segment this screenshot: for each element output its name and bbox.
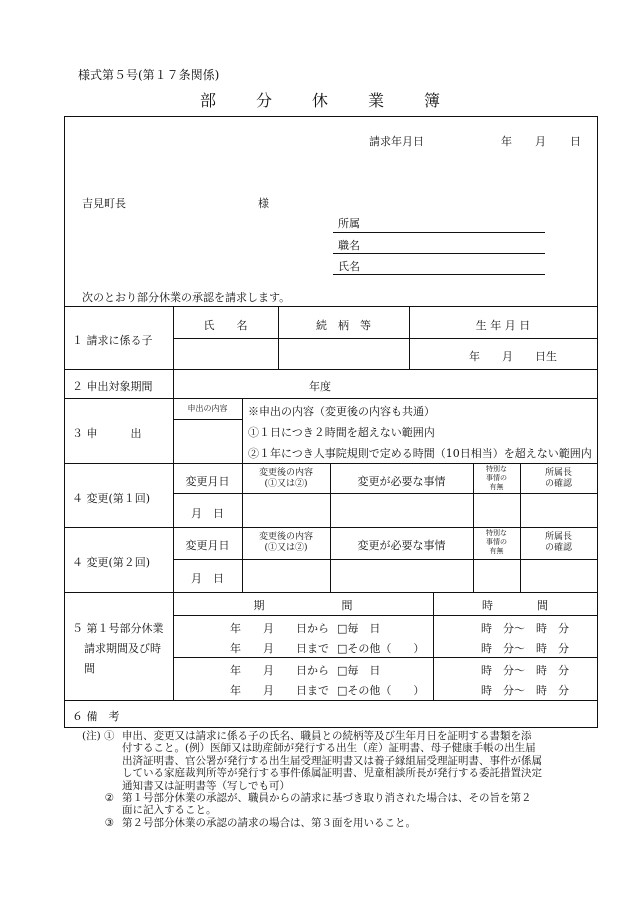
note-1 bbox=[82, 730, 602, 792]
change-content-head-line: 変更後の内容 bbox=[258, 468, 313, 478]
title-char: 分 bbox=[255, 91, 272, 110]
content-option-2: ②１年につき人事院規則で定める時間（10日相当）を超えない範囲内 bbox=[248, 447, 592, 460]
request-year[interactable]: 年 bbox=[501, 135, 512, 148]
form-frame bbox=[64, 116, 598, 728]
content-field[interactable] bbox=[173, 420, 242, 463]
remarks-field[interactable] bbox=[173, 701, 597, 727]
change-reason-head: 変更が必要な事情 bbox=[357, 539, 446, 552]
title-char: 休 bbox=[311, 91, 328, 110]
content-option-1: ①１日につき２時間を超えない範囲内 bbox=[248, 426, 435, 439]
title-char: 部 bbox=[200, 91, 217, 110]
content-note-header: ※申出の内容（変更後の内容も共通） bbox=[248, 405, 435, 418]
divider bbox=[242, 398, 243, 463]
section5-label bbox=[72, 619, 164, 679]
section6-label: ６ 備 考 bbox=[72, 710, 120, 723]
note-2 bbox=[82, 792, 602, 817]
chief-head-line: の確認 bbox=[544, 543, 572, 553]
content-head: 申出の内容 bbox=[187, 404, 228, 413]
note-3-text bbox=[122, 817, 416, 829]
note-line: している家庭裁判所等が発行する事件係属証明書、児童相談所長が発行する委託措置決定 bbox=[122, 767, 542, 780]
note-number: ③ bbox=[104, 816, 114, 829]
change-date-head: 変更月日 bbox=[185, 539, 230, 552]
note-1-text bbox=[122, 730, 542, 792]
title-char: 簿 bbox=[423, 91, 440, 110]
section2-label: ２ 申出対象期間 bbox=[72, 380, 153, 393]
special-head-line: 特別な bbox=[486, 465, 507, 473]
target-period-field[interactable]: 年度 bbox=[309, 380, 331, 393]
name-field[interactable] bbox=[333, 274, 545, 275]
addressee: 吉見町長 bbox=[82, 197, 126, 210]
affiliation-label: 所属 bbox=[338, 217, 360, 230]
period-date-field[interactable]: 年 月 日から bbox=[230, 664, 329, 677]
section3-label: ３ 申 出 bbox=[72, 427, 142, 440]
time-range-field[interactable]: 時 分～ 時 分 bbox=[481, 664, 569, 677]
child-name-field[interactable] bbox=[173, 339, 278, 369]
change-content-head bbox=[242, 532, 330, 554]
period-date-field[interactable]: 年 月 日まで bbox=[230, 642, 329, 655]
divider bbox=[65, 527, 597, 528]
change-content-head-line: (①又は②) bbox=[264, 543, 308, 553]
note-2-text bbox=[122, 792, 532, 817]
change-content-head bbox=[242, 468, 330, 490]
addressee-honorific: 様 bbox=[258, 197, 269, 210]
other-checkbox[interactable]: □その他（ ） bbox=[337, 684, 425, 697]
special-head-line: 事情の bbox=[486, 538, 507, 546]
section4-first-label: ４ 変更(第１回) bbox=[72, 492, 151, 505]
special-head-line: 有無 bbox=[489, 483, 504, 491]
name-label: 氏名 bbox=[338, 260, 360, 273]
request-date-label: 請求年月日 bbox=[369, 135, 424, 148]
request-day[interactable]: 日 bbox=[570, 135, 581, 148]
section5-label-line: 間 bbox=[84, 662, 95, 675]
position-field[interactable] bbox=[333, 253, 545, 254]
divider bbox=[173, 369, 174, 398]
note-line: 第１号部分休業の承認が、職員からの請求に基づき取り消された場合は、その旨を第２ bbox=[122, 792, 532, 805]
period-date-field[interactable]: 年 月 日から bbox=[230, 622, 329, 635]
period-date-field[interactable]: 年 月 日まで bbox=[230, 684, 329, 697]
section1-label: １ 請求に係る子 bbox=[72, 334, 153, 347]
special-head-line: 事情の bbox=[486, 474, 507, 482]
section4-second-label: ４ 変更(第２回) bbox=[72, 556, 151, 569]
change-content-head-line: (①又は②) bbox=[264, 479, 308, 489]
other-checkbox[interactable]: □その他（ ） bbox=[337, 642, 425, 655]
chief-confirm-head bbox=[520, 532, 597, 554]
time-head: 時 間 bbox=[482, 599, 548, 612]
divider bbox=[65, 369, 597, 370]
divider bbox=[65, 592, 597, 593]
request-month[interactable]: 月 bbox=[535, 135, 546, 148]
divider bbox=[409, 306, 410, 369]
note-line: 申出、変更又は請求に係る子の氏名、職員との続柄等及び生年月日を証明する書類を添 bbox=[122, 730, 532, 742]
period-head: 期 間 bbox=[253, 599, 353, 612]
time-range-field[interactable]: 時 分～ 時 分 bbox=[481, 684, 569, 697]
affiliation-field[interactable] bbox=[333, 232, 545, 233]
special-head-line: 有無 bbox=[489, 547, 504, 555]
note-label: (注) ① bbox=[82, 730, 115, 742]
divider bbox=[173, 559, 597, 560]
time-range-field[interactable]: 時 分～ 時 分 bbox=[481, 622, 569, 635]
note-line: 付すること。(例）医師又は助産師が発行する出生（産）証明書、母子健康手帳の出生届 bbox=[122, 742, 536, 755]
title-char: 業 bbox=[367, 91, 384, 110]
divider bbox=[65, 463, 597, 464]
change-content-head-line: 変更後の内容 bbox=[258, 532, 313, 542]
page-title bbox=[200, 88, 440, 111]
special-circumstance-head bbox=[473, 529, 520, 556]
everyday-checkbox[interactable]: □毎 日 bbox=[337, 664, 381, 677]
chief-head-line: 所属長 bbox=[544, 468, 572, 478]
child-birth-head: 生 年 月 日 bbox=[475, 319, 531, 332]
child-birth-field[interactable]: 年 月 日生 bbox=[469, 350, 557, 363]
change-date-field[interactable]: 月 日 bbox=[191, 507, 224, 520]
change-date-field[interactable]: 月 日 bbox=[191, 572, 224, 585]
section5-label-line: ５ 第１号部分休業 bbox=[72, 622, 164, 635]
divider bbox=[173, 493, 597, 494]
chief-head-line: の確認 bbox=[544, 479, 572, 489]
special-head-line: 特別な bbox=[486, 529, 507, 537]
special-circumstance-head bbox=[473, 465, 520, 492]
divider bbox=[65, 398, 597, 399]
child-relation-field[interactable] bbox=[278, 339, 409, 369]
time-range-field[interactable]: 時 分～ 時 分 bbox=[481, 642, 569, 655]
change-reason-head: 変更が必要な事情 bbox=[357, 475, 446, 488]
note-line: 面に記入すること。 bbox=[122, 804, 217, 817]
note-line: 出済証明書、官公署が発行する出生届受理証明書又は養子縁組届受理証明書、事件が係属 bbox=[122, 754, 542, 767]
position-label: 職名 bbox=[338, 239, 360, 252]
note-number: ② bbox=[104, 792, 114, 805]
chief-confirm-head bbox=[520, 468, 597, 490]
chief-head-line: 所属長 bbox=[544, 532, 572, 542]
divider bbox=[173, 657, 597, 658]
note-line: 通知書又は証明書等（写しでも可） bbox=[122, 779, 290, 792]
note-3 bbox=[82, 817, 602, 829]
form-number: 様式第５号(第１７条関係) bbox=[78, 68, 220, 82]
child-name-head: 氏 名 bbox=[203, 319, 248, 332]
notes-section bbox=[82, 730, 602, 829]
change-date-head: 変更月日 bbox=[185, 475, 230, 488]
section5-label-line: 請求期間及び時 bbox=[84, 642, 161, 655]
everyday-checkbox[interactable]: □毎 日 bbox=[337, 622, 381, 635]
divider bbox=[65, 306, 597, 307]
note-line: 第２号部分休業の承認の請求の場合は、第３面を用いること。 bbox=[122, 816, 416, 829]
request-statement: 次のとおり部分休業の承認を請求します。 bbox=[82, 291, 291, 304]
divider bbox=[173, 615, 597, 616]
child-relation-head: 続 柄 等 bbox=[316, 319, 371, 332]
